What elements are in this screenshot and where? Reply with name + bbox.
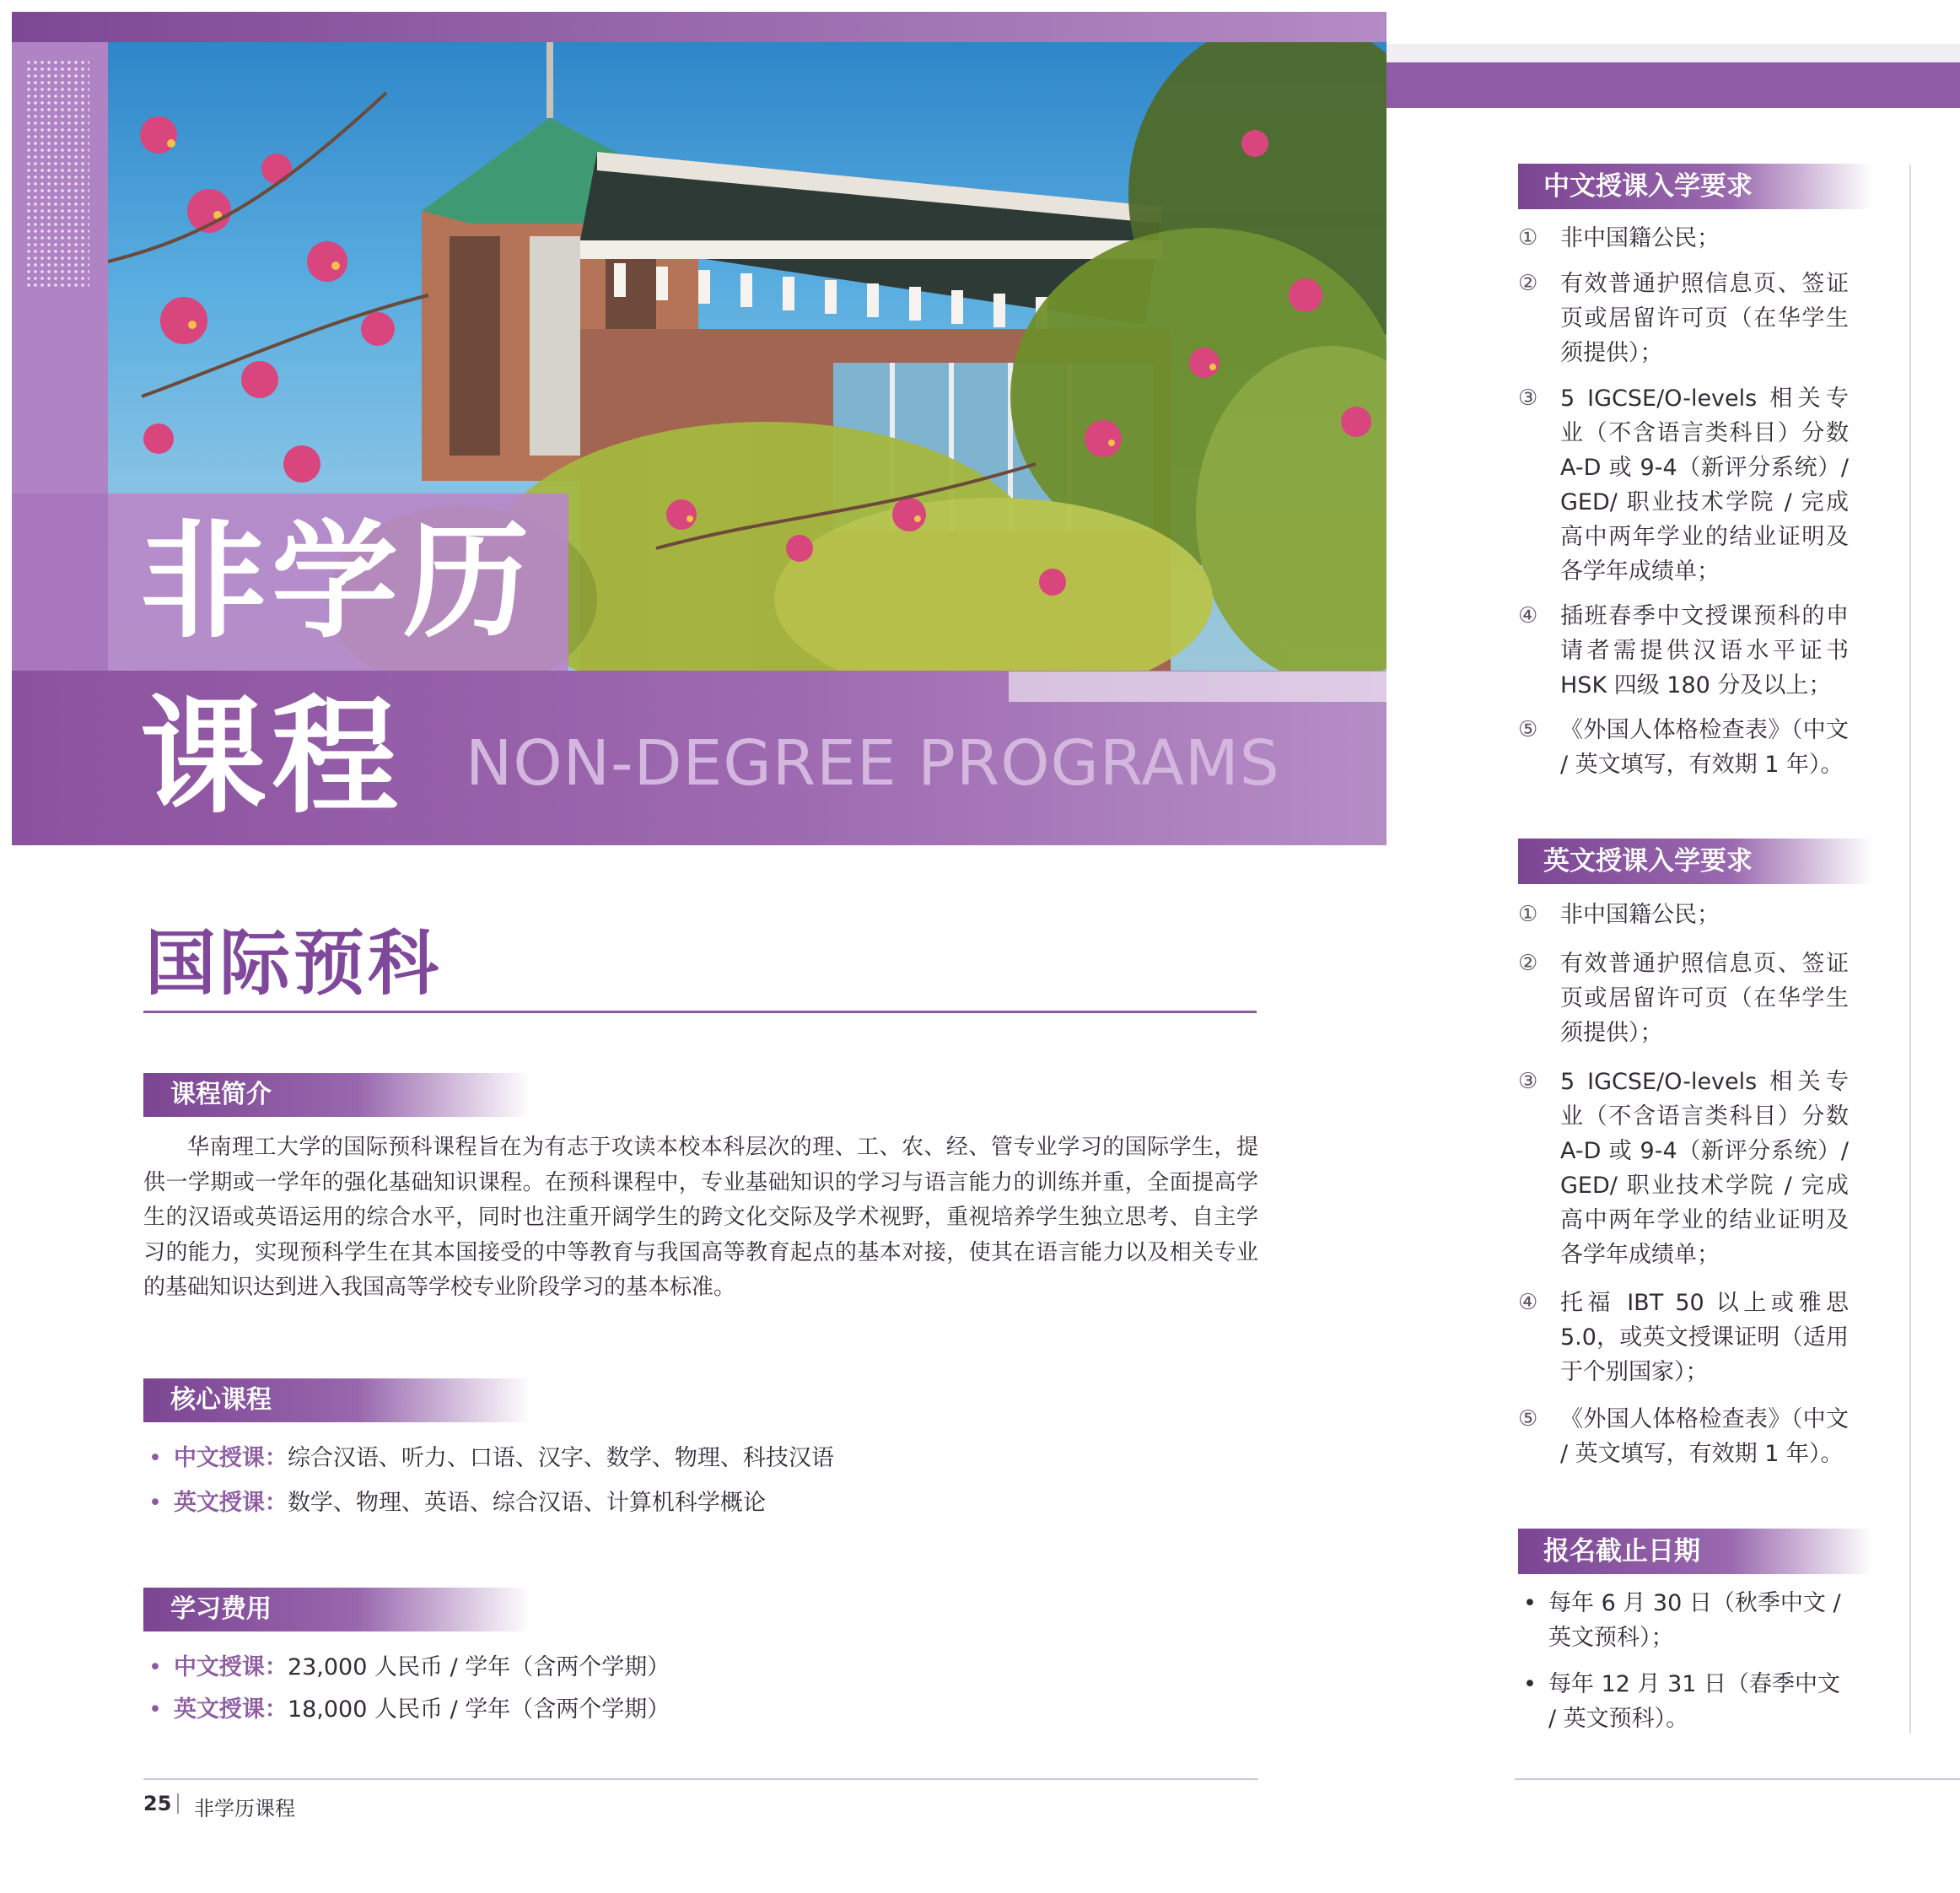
footer-separator (177, 1793, 179, 1814)
item-text: 5 IGCSE/O-levels 相关专业（不含语言类科目）分数 A-D 或 9-4（新评分系统）/ GED/ 职业技术学院 / 完成高中两年学业的结业证明及各学年成绩单； (1560, 386, 1849, 585)
item-number: ④ (1518, 603, 1538, 628)
tuition-item-chinese (148, 1648, 670, 1681)
footer-divider-left (143, 1778, 1258, 1780)
heading-divider (143, 1011, 1257, 1013)
item-text: 《外国人体格检查表》（中文 / 英文填写，有效期 1 年）。 (1560, 717, 1849, 778)
right-column-rule (1909, 164, 1911, 1734)
item-text: 5 IGCSE/O-levels 相关专业（不含语言类科目）分数 A-D 或 9-4（新评分系统）/ GED/ 职业技术学院 / 完成高中两年学业的结业证明及各学年成绩单； (1560, 1069, 1849, 1268)
right-page-color-band (1387, 62, 1960, 108)
en-requirement-item (1518, 1286, 1849, 1389)
dot-grid-ornament (25, 59, 89, 287)
item-number: ② (1518, 951, 1538, 976)
title-overlay-edge (12, 493, 108, 671)
page-number: 25 (143, 1792, 172, 1815)
item-number: ① (1518, 225, 1538, 251)
tuition-value: 23,000 人民币 / 学年（含两个学期） (287, 1654, 670, 1680)
cn-requirement-item (1518, 381, 1849, 589)
footer-section-title: 非学历课程 (194, 1797, 295, 1820)
item-text: 托福 IBT 50 以上或雅思 5.0，或英文授课证明（适用于个别国家）； (1560, 1290, 1849, 1385)
tuition-label: 学习费用 (143, 1588, 531, 1631)
item-text: 非中国籍公民； (1560, 902, 1720, 928)
deadline-item (1523, 1667, 1844, 1736)
item-number: ② (1518, 271, 1538, 296)
hero-title-english: NON-DEGREE PROGRAMS (466, 727, 1280, 800)
bullet-icon: • (1523, 1590, 1537, 1616)
core-course-value: 数学、物理、英语、综合汉语、计算机科学概论 (287, 1490, 766, 1516)
top-color-band (12, 12, 1387, 42)
section-heading: 国际预科 (145, 922, 443, 1005)
chinese-requirements-label: 中文授课入学要求 (1518, 164, 1872, 209)
bullet-icon: • (148, 1445, 162, 1471)
item-number: ③ (1518, 386, 1538, 411)
en-requirement-item (1518, 898, 1849, 932)
item-number: ③ (1518, 1069, 1538, 1094)
bullet-icon: • (148, 1696, 162, 1723)
tuition-key: 英文授课： (173, 1696, 288, 1723)
core-course-key: 英文授课： (173, 1490, 288, 1516)
item-text: 有效普通护照信息页、签证页或居留许可页（在华学生须提供）； (1560, 271, 1849, 366)
cn-requirement-item (1518, 599, 1849, 703)
core-course-item-english (148, 1484, 766, 1517)
footer-divider-right (1515, 1778, 1960, 1780)
intro-label: 课程简介 (143, 1073, 531, 1117)
bullet-icon: • (148, 1490, 162, 1516)
core-course-item-chinese (148, 1439, 834, 1472)
tuition-value: 18,000 人民币 / 学年（含两个学期） (287, 1696, 670, 1723)
english-requirements-label: 英文授课入学要求 (1518, 839, 1872, 884)
item-number: ④ (1518, 1290, 1538, 1315)
en-requirement-item (1518, 1065, 1849, 1272)
right-page-band-shadow (1387, 44, 1960, 64)
cn-requirement-item (1518, 267, 1849, 370)
deadline-label: 报名截止日期 (1518, 1529, 1872, 1574)
cn-requirement-item (1518, 221, 1849, 256)
core-course-key: 中文授课： (173, 1445, 288, 1471)
hero-title-line-1: 非学历 (140, 509, 536, 655)
en-requirement-item (1518, 946, 1849, 1050)
cn-requirement-item (1518, 713, 1849, 782)
bullet-icon: • (148, 1654, 162, 1680)
item-number: ⑤ (1518, 717, 1538, 742)
item-text: 《外国人体格检查表》（中文 / 英文填写，有效期 1 年）。 (1560, 1406, 1849, 1467)
deadline-item (1523, 1586, 1844, 1655)
deadline-text: 每年 12 月 31 日（春季中文 / 英文预科）。 (1548, 1671, 1841, 1732)
bullet-icon: • (1523, 1671, 1537, 1697)
item-text: 有效普通护照信息页、签证页或居留许可页（在华学生须提供）； (1560, 951, 1849, 1046)
translucent-accent-box (1009, 671, 1387, 702)
core-course-value: 综合汉语、听力、口语、汉字、数学、物理、科技汉语 (287, 1445, 834, 1471)
item-number: ⑤ (1518, 1406, 1538, 1432)
item-number: ① (1518, 902, 1538, 927)
intro-paragraph: 华南理工大学的国际预科课程旨在为有志于攻读本校本科层次的理、工、农、经、管专业学习的国际学生，提供一学期或一学年的强化基础知识课程。在预科课程中，专业基础知识的学习与语言能力的训练并重，全面提高学生的汉语或英语运用的综合水平，同时也注重开阔学生的跨文化交际及学术视野，重视培养学生独立思考、自主学习的能力，实现预科学生在其本国接受的中等教育与我国高等教育起点的基本对接，使其在语言能力以及相关专业的基础知识达到进入我国高等学校专业阶段学习的基本标准。 (143, 1135, 1258, 1300)
en-requirement-item (1518, 1402, 1849, 1471)
tuition-item-english (148, 1691, 670, 1723)
item-text: 插班春季中文授课预科的申请者需提供汉语水平证书 HSK 四级 180 分及以上； (1560, 603, 1849, 698)
tuition-key: 中文授课： (173, 1654, 288, 1680)
core-courses-label: 核心课程 (143, 1378, 531, 1422)
item-text: 非中国籍公民； (1560, 225, 1720, 251)
deadline-text: 每年 6 月 30 日（秋季中文 / 英文预科）； (1548, 1590, 1841, 1651)
hero-title-line-2: 课程 (140, 684, 404, 831)
